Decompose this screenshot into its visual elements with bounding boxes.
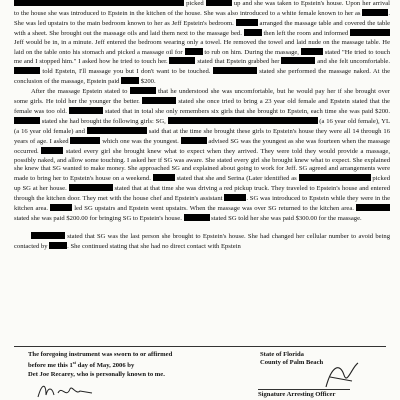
redaction-block <box>206 0 232 6</box>
text-run: stated every girl she brought knew what to expect when they arrived. They were told they would provide a massage, possibly naked, and allow some touching. I asked her if SG was aware. She stated every girl she brought knew what to expect. She explained she knew that SG wanted to make money. She approached SG and explained about going to work for Jeff. SG agreed and arrangements were made to bring her to Epstein's house on a weekend. <box>14 147 391 183</box>
redaction-block <box>142 97 176 104</box>
text-run: stated that in total she only remembers six girls that she brought to Epstein, each time she was paid $200. <box>102 107 390 115</box>
text-run: said that at the time she brought these girls to Epstein's house they were all 14 through 16 years of age. I asked <box>14 127 390 145</box>
redaction-block <box>70 137 100 144</box>
sworn-line-3: Det Joe Recarey, who is personally known to me. <box>28 371 165 378</box>
redaction-block <box>31 232 65 239</box>
text-run: (a 16 year old female), YL (a 16 year old female) and <box>14 117 390 135</box>
text-run: . She continued stating that she had no direct contact with Epstein <box>67 242 241 250</box>
text-run: arranged the massage table and covered the table with a sheet. She brought out the massage oils and laid them next to the massage bed. <box>14 19 391 37</box>
text-run: stated she once tried to bring a 23 year old female and Epstein stated that the female was too old. <box>14 98 390 115</box>
officer-signature-mark <box>322 359 362 393</box>
redaction-block <box>236 19 258 26</box>
text-run: stated she performed the massage naked. At the conclusion of the massage, Epstein paid <box>14 68 390 86</box>
redaction-block <box>87 127 147 134</box>
redaction-block <box>349 174 371 181</box>
redaction-block <box>130 87 156 94</box>
redaction-block <box>224 194 246 201</box>
text-run: After the massage Epstein stated to <box>31 88 130 96</box>
text-run: told Epstein, I'll massage you but I don't want to be touched. <box>40 68 213 76</box>
redaction-block <box>41 147 63 154</box>
redaction-block <box>281 57 315 64</box>
text-run: then left the room and informed <box>261 29 350 37</box>
footer-divider <box>14 346 386 347</box>
redaction-block <box>69 184 113 191</box>
redaction-block <box>169 57 195 64</box>
redaction-block <box>181 137 207 144</box>
text-run: stated she had brought the following girls: SG, <box>40 117 168 125</box>
notary-statement <box>28 351 258 379</box>
text-run: stated that Epstein grabbed her <box>195 58 282 66</box>
text-run: stated that she and Serina (Later identified as <box>174 175 299 183</box>
redaction-block <box>121 77 139 84</box>
redaction-block <box>50 204 72 211</box>
text-run: advised SG was the youngest as she was fourteen when the massage occurred. <box>14 137 391 155</box>
signature-line <box>258 389 350 390</box>
redaction-block <box>14 0 184 6</box>
redaction-block <box>168 117 318 124</box>
text-run: . She was led upstairs to the main bedroom known to her as Jeff Epstein's bedroom. <box>14 9 390 27</box>
paragraph-2 <box>14 87 390 224</box>
redaction-block <box>301 48 323 55</box>
text-run: that he understood she was uncomfortable, but he would pay her if she brought over some girls. He told her the younger the better. <box>14 88 391 106</box>
text-run: stated "He tried to touch me and I stopped him." I asked how he tried to touch her. <box>14 48 391 66</box>
text-run: and she felt uncomfortable. <box>315 58 391 66</box>
redaction-block <box>350 29 390 36</box>
redaction-block <box>14 117 40 124</box>
county-line: County of Palm Beach <box>260 359 324 367</box>
redaction-block <box>184 214 210 221</box>
notary-signature-mark <box>36 381 96 400</box>
sworn-line-2: before me this 1st day of May, 2006 by <box>28 360 135 370</box>
redaction-block <box>244 29 262 36</box>
text-run: stated she was paid $200.00 for bringing SG to Epstein's house. <box>14 214 184 222</box>
text-run: picked <box>184 0 206 7</box>
redaction-block <box>69 107 103 114</box>
redaction-block <box>14 67 40 74</box>
text-run: to rub on him. During the massage, <box>202 48 301 56</box>
redaction-block <box>362 9 388 16</box>
redaction-block <box>49 242 67 249</box>
state-line: State of Florida <box>260 351 304 358</box>
text-run: stated that SG was the last person she brought to Epstein's house. She had changed her cellular number to avoid being contacted by <box>14 232 390 250</box>
text-run: led SG upstairs and Epstein went upstairs. When the massage was over SG returned to the kitchen area. <box>72 205 356 213</box>
redaction-block <box>299 174 349 181</box>
sworn-line-1: The foregoing instrument was sworn to or affirmed <box>28 351 173 358</box>
signature-label: Signature Arresting Officer <box>258 391 336 398</box>
text-run: stated SG told her she was paid $300.00 for the massage. <box>209 214 362 222</box>
paragraph-1 <box>14 0 390 87</box>
text-run: up and she was taken to Epstein's house. Upon her arrival to the house she was introduced to Epstein in the kitchen of the house. She was also introduced to a white female known to her as <box>14 0 390 17</box>
statement-body <box>14 0 390 252</box>
text-run: . SG was introduced to Epstein while they were in the kitchen area. <box>14 195 391 213</box>
text-run: stated that at that time she was driving a red pickup truck. They traveled to Epstein's house and entered through the kitchen door. They met with the house chef and Epstein's assistant <box>14 185 390 203</box>
redaction-block <box>185 48 203 55</box>
redaction-block <box>356 204 390 211</box>
text-run: Jeff would be in, in a minute. Jeff entered the bedroom wearing only a towel. He removed the towel and laid nude on the massage table. He laid on the table onto his stomach and picked a massage oil for <box>14 38 390 56</box>
redaction-block <box>153 174 175 181</box>
text-run: picked up SG at her house. <box>14 175 390 193</box>
text-run: $200. <box>139 78 156 86</box>
paragraph-3 <box>14 232 390 252</box>
redaction-block <box>213 67 257 74</box>
text-run: which one was the youngest. <box>100 137 181 145</box>
